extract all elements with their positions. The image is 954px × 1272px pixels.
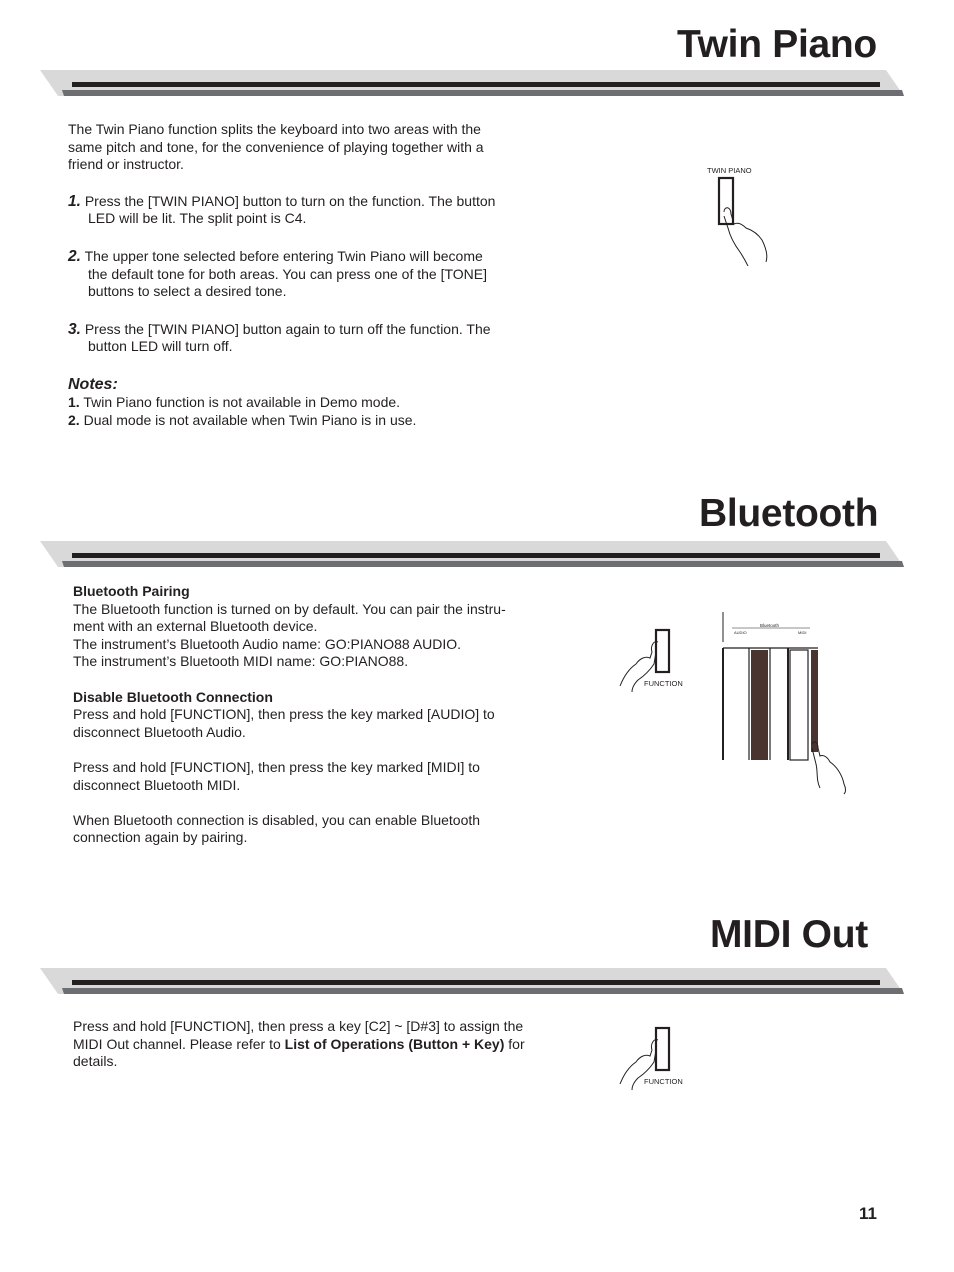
midi-out-line: details. [73, 1053, 118, 1070]
twin-piano-divider [40, 68, 906, 98]
twin-piano-button-label: TWIN PIANO [707, 166, 752, 175]
reenable-line: connection again by pairing. [73, 829, 248, 846]
note-1 [68, 394, 528, 412]
twin-piano-step-3 [68, 321, 528, 356]
step-text: buttons to select a desired tone. [88, 283, 287, 300]
midi-out-line [73, 1036, 553, 1054]
twin-piano-step-1 [68, 193, 528, 228]
reenable-line: When Bluetooth connection is disabled, you can enable Bluetooth [73, 811, 481, 828]
black-key [751, 650, 768, 760]
function-label: FUNCTION [644, 1077, 683, 1086]
midi-out-function-illustration [612, 1022, 692, 1092]
pairing-line: The instrument’s Bluetooth MIDI name: GO:PIANO88. [73, 653, 409, 670]
bluetooth-panel-label: Bluetooth [760, 623, 780, 628]
disable-line: disconnect Bluetooth Audio. [73, 723, 246, 740]
twin-piano-intro: The Twin Piano function splits the keyboard into two areas with the same pitch and tone, for the convenience of playing together with a friend or instructor. [68, 121, 484, 173]
midi-out-text-suffix: for [504, 1035, 525, 1052]
function-label: FUNCTION [644, 679, 683, 688]
twin-piano-title: Twin Piano [677, 23, 877, 66]
hand-icon [724, 208, 767, 266]
bluetooth-function-illustration [612, 624, 692, 694]
function-button [656, 630, 669, 672]
bluetooth-divider [40, 539, 906, 569]
black-key [811, 650, 818, 752]
disable-bluetooth-heading: Disable Bluetooth Connection [73, 688, 273, 705]
note-number: 2. [68, 411, 80, 428]
step-number: 2. [68, 247, 81, 265]
bluetooth-title: Bluetooth [699, 492, 879, 535]
pairing-line: ment with an external Bluetooth device. [73, 618, 318, 635]
midi-disconnect-line: disconnect Bluetooth MIDI. [73, 776, 241, 793]
pairing-line: The Bluetooth function is turned on by default. You can pair the instru- [73, 600, 506, 617]
step-text: LED will be lit. The split point is C4. [88, 210, 307, 227]
function-button [656, 1028, 669, 1070]
midi-out-text [73, 1018, 553, 1071]
midi-disconnect-line: Press and hold [FUNCTION], then press the key marked [MIDI] to [73, 758, 480, 775]
step-text: Press the [TWIN PIANO] button to turn on the function. The button [84, 192, 496, 209]
note-text: Twin Piano function is not available in Demo mode. [83, 393, 401, 410]
step-number: 1. [68, 192, 81, 210]
step-text: Press the [TWIN PIANO] button again to turn off the function. The [84, 320, 491, 337]
twin-piano-step-2 [68, 248, 528, 301]
notes-heading: Notes: [68, 375, 118, 393]
note-2 [68, 412, 528, 430]
list-of-operations-reference: List of Operations (Button + Key) [284, 1035, 505, 1052]
bluetooth-keyboard-illustration [718, 608, 850, 796]
audio-key-label: AUDIO [734, 630, 747, 635]
bluetooth-pairing-heading: Bluetooth Pairing [73, 583, 190, 599]
midi-out-title: MIDI Out [710, 913, 868, 956]
page-number: 11 [859, 1204, 877, 1223]
pairing-line: The instrument’s Bluetooth Audio name: GO:PIANO88 AUDIO. [73, 635, 462, 652]
midi-out-divider [40, 966, 906, 996]
step-text: The upper tone selected before entering Twin Piano will become [84, 247, 483, 264]
note-number: 1. [68, 393, 80, 410]
twin-piano-button-illustration [700, 162, 780, 266]
white-key [790, 650, 808, 760]
bluetooth-text [73, 583, 543, 847]
twin-piano-button [719, 178, 733, 224]
step-text: button LED will turn off. [88, 338, 233, 355]
midi-out-line: Press and hold [FUNCTION], then press a key [C2] ~ [D#3] to assign the [73, 1018, 524, 1034]
step-number: 3. [68, 320, 81, 338]
step-text: the default tone for both areas. You can press one of the [TONE] [88, 265, 488, 282]
disable-line: Press and hold [FUNCTION], then press the key marked [AUDIO] to [73, 706, 495, 723]
midi-key-label: MIDI [798, 630, 807, 635]
midi-out-text-prefix: MIDI Out channel. Please refer to [73, 1035, 285, 1052]
note-text: Dual mode is not available when Twin Piano is in use. [83, 411, 417, 428]
twin-piano-text [68, 121, 528, 429]
